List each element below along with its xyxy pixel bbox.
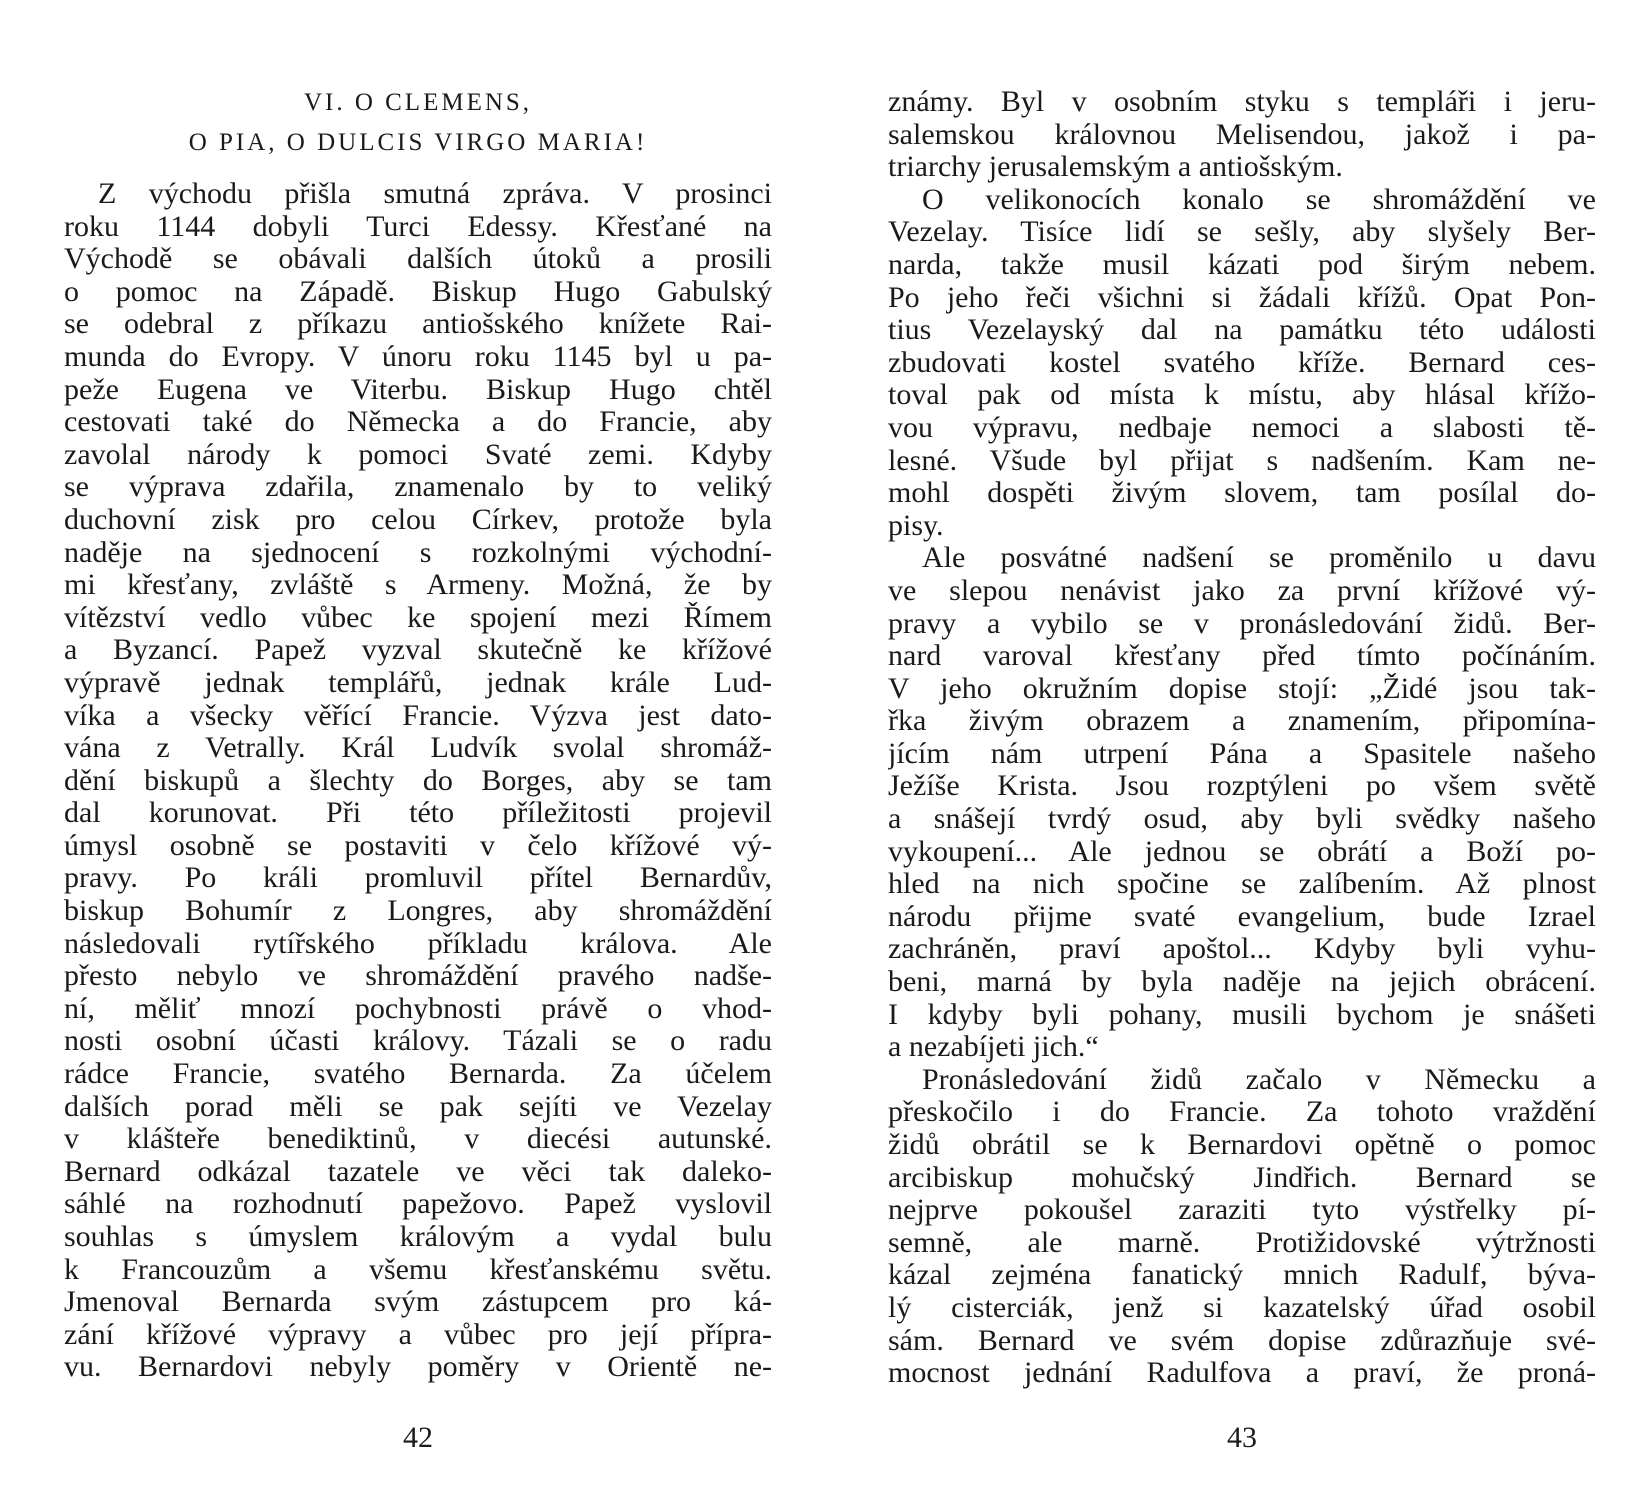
text-line: vykoupení... Ale jednou se obrátí a Boží po-	[888, 835, 1596, 868]
text-line: úmysl osobně se postaviti v čelo křížové vý-	[64, 829, 772, 862]
text-line: rádce Francie, svatého Bernarda. Za účelem	[64, 1058, 772, 1091]
text-line: zachráněn, praví apoštol... Kdyby byli vyhu-	[888, 933, 1596, 966]
text-line: a snášejí tvrdý osud, aby byli svědky našeho	[888, 803, 1596, 836]
text-line: cestovati také do Německa a do Francie, aby	[64, 406, 772, 439]
text-line: pisy.	[888, 509, 944, 542]
left-page-body	[64, 178, 772, 1384]
text-line: V jeho okružním dopise stojí: „Židé jsou tak-	[888, 672, 1596, 705]
text-line: triarchy jerusalemským a antiošským.	[888, 151, 1343, 184]
text-line: kázal zejména fanatický mnich Radulf, býva-	[888, 1259, 1596, 1292]
text-line: lý cisterciák, jenž si kazatelský úřad osobil	[888, 1291, 1596, 1324]
text-line: vítězství vedlo vůbec ke spojení mezi Římem	[64, 601, 772, 634]
chapter-title-line-1: VI. O CLEMENS,	[303, 89, 533, 116]
text-line: hled na nich spočine se zalíbením. Až plnost	[888, 868, 1596, 901]
text-line: naděje na sjednocení s rozkolnými východní-	[64, 536, 772, 569]
text-line: přeskočilo i do Francie. Za tohoto vraždění	[888, 1096, 1596, 1129]
text-line: mocnost jednání Radulfova a praví, že proná-	[888, 1357, 1596, 1390]
text-line: narda, takže musil kázati pod širým nebem.	[888, 248, 1596, 281]
text-line: o pomoc na Západě. Biskup Hugo Gabulský	[64, 275, 772, 308]
text-line: lesné. Všude byl přijat s nadšením. Kam ne-	[888, 444, 1596, 477]
text-line: toval pak od místa k místu, aby hlásal křížo-	[888, 379, 1596, 412]
text-line: duchovní zisk pro celou Církev, protože byla	[64, 503, 772, 536]
text-line: tius Vezelayský dal na památku této události	[888, 314, 1596, 347]
text-line: nejprve pokoušel zaraziti tyto výstřelky pí-	[888, 1194, 1596, 1227]
text-line: sáhlé na rozhodnutí papežovo. Papež vyslovil	[64, 1188, 772, 1221]
text-line: Pronásledování židů začalo v Německu a	[922, 1063, 1596, 1096]
text-line: dalších porad měli se pak sejíti ve Vezelay	[64, 1090, 772, 1123]
right-page-body	[888, 86, 1596, 1390]
text-line: známy. Byl v osobním styku s templáři i jeru-	[888, 86, 1596, 118]
text-line: pravy a vybilo se v pronásledování židů. Ber-	[888, 607, 1596, 640]
text-line: beni, marná by byla naděje na jejich obrácení.	[888, 966, 1596, 999]
text-line: zání křížové výpravy a vůbec pro její přípra-	[64, 1318, 772, 1351]
text-line: Z východu přišla smutná zpráva. V prosinci	[98, 178, 772, 210]
text-line: a nezabíjeti jich.“	[888, 1031, 1099, 1064]
text-line: Ježíše Krista. Jsou rozptýleni po všem světě	[888, 770, 1596, 803]
text-line: zavolal národy k pomoci Svaté zemi. Kdyby	[64, 438, 772, 471]
text-line: nosti osobní účasti královy. Tázali se o radu	[64, 1025, 772, 1058]
text-line: a Byzancí. Papež vyzval skutečně ke křížové	[64, 634, 772, 667]
text-line: nard varoval křesťany před tímto počínáním.	[888, 640, 1596, 673]
text-line: národu přijme svaté evangelium, bude Izrael	[888, 900, 1596, 933]
text-line: jícím nám utrpení Pána a Spasitele našeho	[888, 737, 1596, 770]
page-number-right: 43	[1227, 1421, 1257, 1454]
text-line: salemskou královnou Melisendou, jakož i pa-	[888, 118, 1596, 151]
text-line: dění biskupů a šlechty do Borges, aby se tam	[64, 764, 772, 797]
text-line: pravy. Po králi promluvil přítel Bernardův,	[64, 862, 772, 895]
chapter-title-line-2: O PIA, O DULCIS VIRGO MARIA!	[188, 129, 648, 156]
text-line: vu. Bernardovi nebyly poměry v Orientě ne-	[64, 1351, 772, 1384]
text-line: Po jeho řeči všichni si žádali křížů. Opat Pon-	[888, 281, 1596, 314]
text-line: řka živým obrazem a znamením, připomína-	[888, 705, 1596, 738]
text-line: mi křesťany, zvláště s Armeny. Možná, že by	[64, 569, 772, 602]
text-line: k Francouzům a všemu křesťanskému světu.	[64, 1253, 772, 1286]
text-line: v klášteře benediktinů, v diecési autunské.	[64, 1123, 772, 1156]
text-line: biskup Bohumír z Longres, aby shromáždění	[64, 895, 772, 928]
text-line: výpravě jednak templářů, jednak krále Lud-	[64, 666, 772, 699]
text-line: munda do Evropy. V únoru roku 1145 byl u pa-	[64, 340, 772, 373]
text-line: Východě se obávali dalších útoků a prosili	[64, 243, 772, 276]
text-line: I kdyby byli pohany, musili bychom je snášeti	[888, 998, 1596, 1031]
text-line: mohl dospěti živým slovem, tam posílal do-	[888, 477, 1596, 510]
text-line: Jmenoval Bernarda svým zástupcem pro ká-	[64, 1286, 772, 1319]
text-line: Bernard odkázal tazatele ve věci tak daleko-	[64, 1155, 772, 1188]
text-line: Ale posvátné nadšení se proměnilo u davu	[922, 542, 1596, 575]
text-line: Vezelay. Tisíce lidí se sešly, aby slyšely Ber-	[888, 216, 1596, 249]
text-line: následovali rytířského příkladu králova. Ale	[64, 927, 772, 960]
text-line: peže Eugena ve Viterbu. Biskup Hugo chtěl	[64, 373, 772, 406]
page-number-left: 42	[403, 1421, 433, 1454]
text-line: se výprava zdařila, znamenalo by to veliký	[64, 471, 772, 504]
text-line: sám. Bernard ve svém dopise zdůrazňuje své-	[888, 1324, 1596, 1357]
text-line: O velikonocích konalo se shromáždění ve	[922, 183, 1596, 216]
text-line: vou výpravu, nedbaje nemoci a slabosti tě-	[888, 411, 1596, 444]
text-line: semně, ale marně. Protižidovské výtržnosti	[888, 1226, 1596, 1259]
text-line: ve slepou nenávist jako za první křížové vý-	[888, 574, 1596, 607]
text-line: židů obrátil se k Bernardovi opětně o pomoc	[888, 1129, 1596, 1161]
text-line: souhlas s úmyslem královým a vydal bulu	[64, 1221, 772, 1253]
text-line: ní, měliť mnozí pochybnosti právě o vhod-	[64, 992, 772, 1025]
text-line: víka a všecky věřící Francie. Výzva jest dato-	[64, 699, 772, 732]
text-line: roku 1144 dobyli Turci Edessy. Křesťané na	[64, 210, 772, 243]
text-line: arcibiskup mohučský Jindřich. Bernard se	[888, 1161, 1596, 1194]
text-line: vána z Vetrally. Král Ludvík svolal shromáž-	[64, 732, 772, 765]
text-line: se odebral z příkazu antiošského knížete Rai-	[64, 308, 772, 341]
text-line: dal korunovat. Při této příležitosti projevil	[64, 797, 772, 830]
text-line: zbudovati kostel svatého kříže. Bernard ces-	[888, 346, 1596, 379]
text-line: přesto nebylo ve shromáždění pravého nadše-	[64, 960, 772, 993]
